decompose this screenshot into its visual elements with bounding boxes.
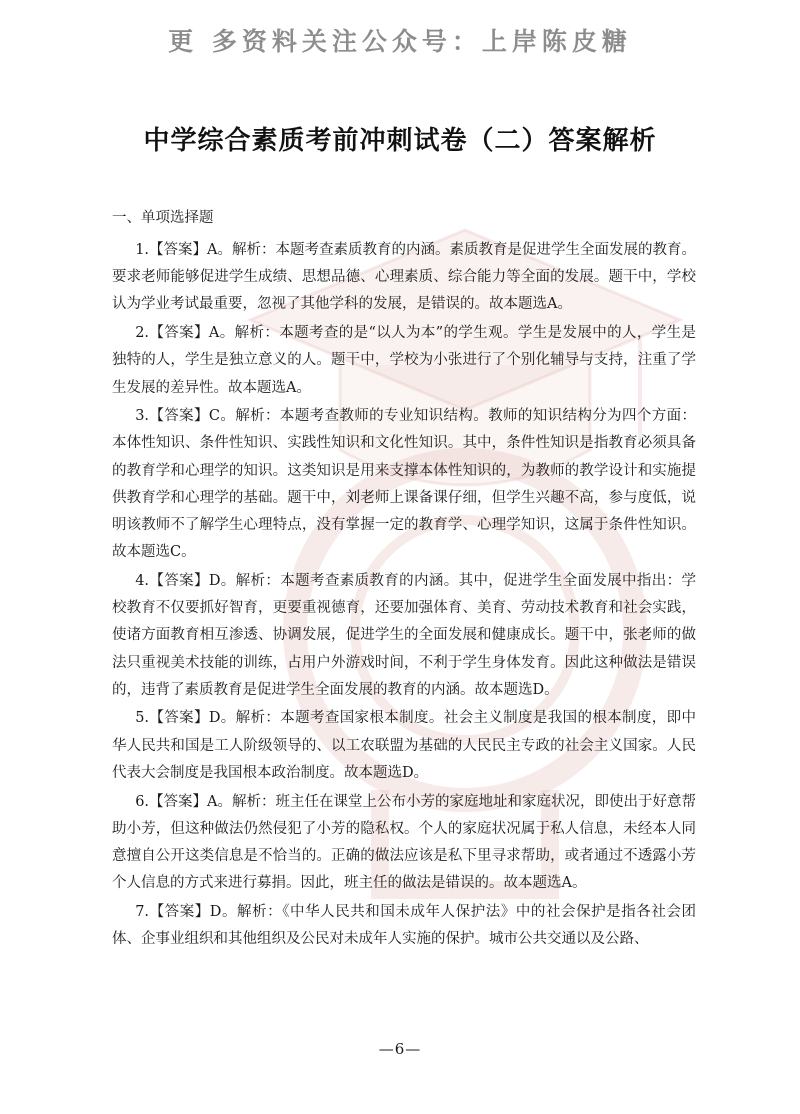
answer-paragraph-6: 6.【答案】A。解析：班主任在课堂上公布小芳的家庭地址和家庭状况，即使出于好意帮助小芳，但这种做法仍然侵犯了小芳的隐私权。个人的家庭状况属于私人信息，未经本人同意擅自公开这类信息是不恰当的。正确的做法应该是私下里寻求帮助，或者通过不透露小芳个人信息的方式来进行募捐。因此，班主任的做法是错误的。故本题选A。 bbox=[112, 793, 696, 892]
answer-paragraph-7: 7.【答案】D。解析：《中华人民共和国未成年人保护法》中的社会保护是指各社会团体、企事业组织和其他组织及公民对未成年人实施的保护。城市公共交通以及公路、 bbox=[112, 903, 696, 948]
answer-paragraph-2: 2.【答案】A。解析：本题考查的是“以人为本”的学生观。学生是发展中的人，学生是独特的人，学生是独立意义的人。题干中，学校为小张进行了个别化辅导与支持，注重了学生发展的差异性。故本题选A。 bbox=[112, 325, 696, 396]
answer-paragraph-4: 4.【答案】D。解析：本题考查素质教育的内涵。其中，促进学生全面发展中指出：学校教育不仅要抓好智育，更要重视德育，还要加强体育、美育、劳动技术教育和社会实践，使诸方面教育相互渗透、协调发展，促进学生的全面发展和健康成长。题干中，张老师的做法只重视美术技能的训练，占用户外游戏时间，不利于学生身体发育。因此这种做法是错误的，违背了素质教育是促进学生全面发展的教育的内涵。故本题选D。 bbox=[112, 572, 696, 698]
section-heading: 一、单项选择题 bbox=[112, 210, 214, 226]
document-title: 中学综合素质考前冲刺试卷（二）答案解析 bbox=[143, 126, 657, 156]
page-number: —6— bbox=[378, 1040, 422, 1058]
answer-paragraph-5: 5.【答案】D。解析：本题考查国家根本制度。社会主义制度是我国的根本制度，即中华人民共和国是工人阶级领导的、以工农联盟为基础的人民民主专政的社会主义国家。人民代表大会制度是我国根本政治制度。故本题选D。 bbox=[112, 710, 696, 781]
header-watermark: 更 多资料关注公众号：上岸陈皮糖 bbox=[168, 27, 632, 56]
answer-paragraph-1: 1.【答案】A。解析：本题考查素质教育的内涵。素质教育是促进学生全面发展的教育。要求老师能够促进学生成绩、思想品德、心理素质、综合能力等全面的发展。题干中，学校认为学业考试最重要，忽视了其他学科的发展，是错误的。故本题选A。 bbox=[112, 242, 696, 313]
answer-paragraph-3: 3.【答案】C。解析：本题考查教师的专业知识结构。教师的知识结构分为四个方面：本体性知识、条件性知识、实践性知识和文化性知识。其中，条件性知识是指教育必须具备的教育学和心理学的知识。这类知识是用来支撑本体性知识的，为教师的教学设计和实施提供教育学和心理学的基础。题干中，刘老师上课备课仔细，但学生兴趣不高，参与度低，说明该教师不了解学生心理特点，没有掌握一定的教育学、心理学知识，这属于条件性知识。故本题选C。 bbox=[112, 408, 696, 561]
answer-body bbox=[112, 205, 696, 955]
